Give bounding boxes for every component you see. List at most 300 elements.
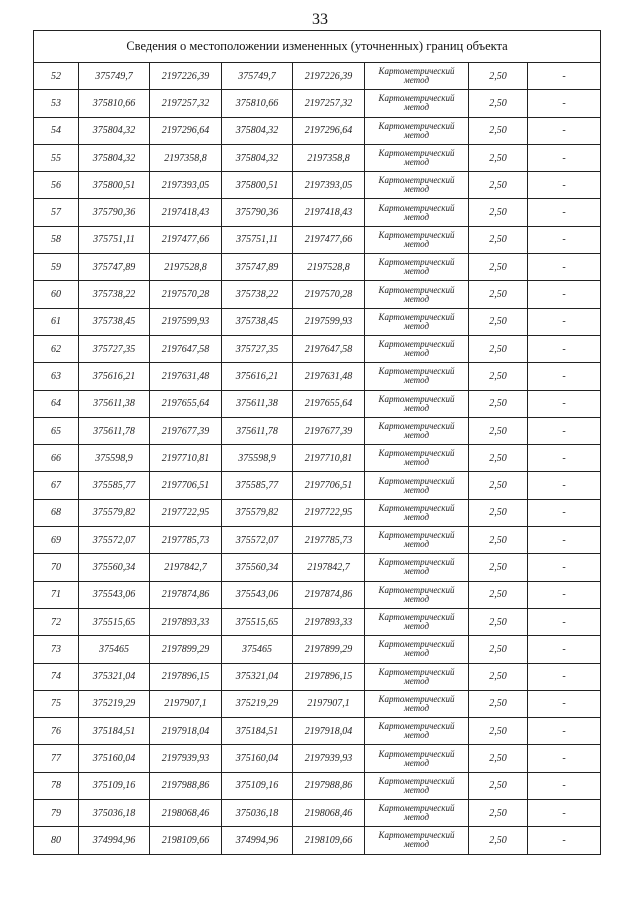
method-line-1: Картометрический [378,257,455,268]
method-line-2: метод [403,484,430,495]
method-line-1: Картометрический [378,830,455,841]
cell-method [365,636,469,663]
cell-x-refined: 375747,89 [222,254,293,281]
cell-y-refined: 2197706,51 [293,472,365,499]
cell-x-existing: 375810,66 [79,90,150,117]
method-line-1: Картометрический [378,202,455,213]
cell-point-number: 61 [34,308,79,335]
cell-x-existing: 374994,96 [79,827,150,854]
cell-x-refined: 374994,96 [222,827,293,854]
table-row [34,718,601,745]
cell-y-existing: 2197358,8 [150,144,222,171]
cell-y-refined: 2197296,64 [293,117,365,144]
method-line-2: метод [403,430,430,440]
cell-x-refined: 375515,65 [222,608,293,635]
cell-note: - [528,63,601,90]
cell-x-refined: 375579,82 [222,499,293,526]
table-row [34,172,601,199]
method-line-1: Картометрический [378,120,455,131]
cell-accuracy: 2,50 [469,745,528,772]
method-line-2: метод [403,157,430,168]
method-line-1: Картометрический [378,666,455,677]
cell-x-refined: 375749,7 [222,63,293,90]
cell-note: - [528,172,601,199]
cell-accuracy: 2,50 [469,499,528,526]
method-line-1: Картометрический [378,693,455,704]
cell-method [365,172,469,199]
cell-y-refined: 2198068,46 [293,800,365,827]
cell-note: - [528,608,601,635]
cell-note: - [528,827,601,854]
cell-method [365,281,469,308]
cell-note: - [528,772,601,799]
method-line-1: Картометрический [378,584,455,595]
cell-y-existing: 2197418,43 [150,199,222,226]
cell-x-refined: 375321,04 [222,663,293,690]
cell-note: - [528,745,601,772]
cell-point-number: 62 [34,335,79,362]
cell-x-existing: 375790,36 [79,199,150,226]
method-line-2: метод [403,539,430,550]
cell-x-existing: 375747,89 [79,254,150,281]
cell-accuracy: 2,50 [469,663,528,690]
cell-x-existing: 375579,82 [79,499,150,526]
cell-y-existing: 2197907,1 [150,690,222,717]
cell-method [365,90,469,117]
cell-y-existing: 2197939,93 [150,745,222,772]
method-line-1: Картометрический [378,284,455,295]
cell-method [365,63,469,90]
cell-x-refined: 375585,77 [222,472,293,499]
cell-y-existing: 2197896,15 [150,663,222,690]
cell-method [365,363,469,390]
cell-y-existing: 2197710,81 [150,445,222,472]
cell-method [365,308,469,335]
cell-y-existing: 2197477,66 [150,226,222,253]
method-line-1: Картометрический [378,612,455,623]
method-line-2: метод [403,402,430,413]
cell-point-number: 69 [34,527,79,554]
cell-y-refined: 2197631,48 [293,363,365,390]
method-line-1: Картометрический [378,339,455,350]
cell-point-number: 57 [34,199,79,226]
method-line-2: метод [403,839,430,850]
table-row [34,745,601,772]
cell-accuracy: 2,50 [469,554,528,581]
method-line-1: Картометрический [378,803,455,814]
cell-y-refined: 2197842,7 [293,554,365,581]
cell-point-number: 56 [34,172,79,199]
cell-y-existing: 2197722,95 [150,499,222,526]
cell-method [365,445,469,472]
cell-method [365,772,469,799]
cell-y-existing: 2197647,58 [150,335,222,362]
method-line-2: метод [403,648,430,659]
cell-y-existing: 2197296,64 [150,117,222,144]
method-line-1: Картометрический [378,639,455,650]
table-row [34,472,601,499]
cell-accuracy: 2,50 [469,608,528,635]
method-line-2: метод [403,293,430,304]
cell-y-refined: 2197655,64 [293,390,365,417]
table-row [34,281,601,308]
method-line-2: метод [403,593,430,604]
table-row [34,390,601,417]
method-line-2: метод [403,812,430,823]
cell-note: - [528,554,601,581]
cell-y-existing: 2197842,7 [150,554,222,581]
method-line-1: Картометрический [378,448,455,459]
cell-x-refined: 375109,16 [222,772,293,799]
cell-point-number: 70 [34,554,79,581]
cell-y-existing: 2197677,39 [150,417,222,444]
cell-accuracy: 2,50 [469,827,528,854]
cell-accuracy: 2,50 [469,390,528,417]
cell-method [365,554,469,581]
method-line-1: Картометрический [378,66,455,77]
cell-y-refined: 2197257,32 [293,90,365,117]
table-row [34,90,601,117]
cell-y-refined: 2197570,28 [293,281,365,308]
cell-y-refined: 2197418,43 [293,199,365,226]
table-row [34,554,601,581]
cell-y-existing: 2197899,29 [150,636,222,663]
cell-x-refined: 375616,21 [222,363,293,390]
cell-x-refined: 375543,06 [222,581,293,608]
method-line-1: Картометрический [378,775,455,786]
cell-y-existing: 2198068,46 [150,800,222,827]
cell-y-existing: 2197785,73 [150,527,222,554]
cell-point-number: 67 [34,472,79,499]
method-line-1: Картометрический [378,557,455,568]
method-line-1: Картометрический [378,393,455,404]
cell-point-number: 53 [34,90,79,117]
method-line-2: метод [403,129,430,140]
cell-method [365,472,469,499]
table-row [34,63,601,90]
cell-method [365,335,469,362]
cell-note: - [528,199,601,226]
cell-note: - [528,800,601,827]
cell-note: - [528,390,601,417]
cell-point-number: 74 [34,663,79,690]
table-row [34,226,601,253]
cell-method [365,718,469,745]
cell-y-existing: 2197655,64 [150,390,222,417]
cell-y-refined: 2197226,39 [293,63,365,90]
cell-point-number: 66 [34,445,79,472]
method-line-2: метод [403,184,430,195]
cell-method [365,226,469,253]
method-line-2: метод [403,621,430,632]
cell-x-existing: 375184,51 [79,718,150,745]
method-line-1: Картометрический [378,93,455,104]
cell-point-number: 63 [34,363,79,390]
cell-x-existing: 375738,45 [79,308,150,335]
cell-x-existing: 375804,32 [79,117,150,144]
table-row [34,690,601,717]
cell-y-existing: 2197874,86 [150,581,222,608]
cell-point-number: 60 [34,281,79,308]
cell-x-existing: 375036,18 [79,800,150,827]
method-line-2: метод [403,238,430,249]
method-line-1: Картометрический [378,475,455,486]
table-row [34,117,601,144]
cell-method [365,417,469,444]
cell-y-refined: 2198109,66 [293,827,365,854]
method-line-2: метод [403,75,430,86]
cell-x-refined: 375804,32 [222,144,293,171]
cell-x-refined: 375727,35 [222,335,293,362]
cell-x-existing: 375321,04 [79,663,150,690]
method-line-1: Картометрический [378,175,455,186]
cell-method [365,144,469,171]
cell-accuracy: 2,50 [469,63,528,90]
cell-accuracy: 2,50 [469,445,528,472]
cell-x-existing: 375572,07 [79,527,150,554]
table-row [34,527,601,554]
table-row [34,608,601,635]
cell-y-refined: 2197722,95 [293,499,365,526]
cell-y-existing: 2198109,66 [150,827,222,854]
method-line-1: Картометрический [378,721,455,732]
cell-accuracy: 2,50 [469,800,528,827]
cell-y-refined: 2197785,73 [293,527,365,554]
cell-y-existing: 2197918,04 [150,718,222,745]
cell-method [365,390,469,417]
cell-method [365,199,469,226]
cell-y-refined: 2197988,86 [293,772,365,799]
cell-x-refined: 375160,04 [222,745,293,772]
cell-x-refined: 375790,36 [222,199,293,226]
cell-point-number: 55 [34,144,79,171]
method-line-1: Картометрический [378,502,455,513]
cell-x-refined: 375611,78 [222,417,293,444]
table-row [34,199,601,226]
cell-method [365,608,469,635]
cell-x-existing: 375751,11 [79,226,150,253]
cell-y-refined: 2197710,81 [293,445,365,472]
cell-y-refined: 2197677,39 [293,417,365,444]
table-row [34,499,601,526]
cell-x-refined: 375800,51 [222,172,293,199]
table-row [34,636,601,663]
cell-y-existing: 2197599,93 [150,308,222,335]
table-row [34,581,601,608]
cell-note: - [528,472,601,499]
cell-x-existing: 375109,16 [79,772,150,799]
page-number: 33 [312,11,328,28]
cell-point-number: 79 [34,800,79,827]
cell-note: - [528,636,601,663]
method-line-2: метод [403,375,430,386]
method-line-2: метод [403,511,430,522]
method-line-1: Картометрический [378,421,455,431]
cell-x-existing: 375598,9 [79,445,150,472]
cell-method [365,527,469,554]
cell-accuracy: 2,50 [469,281,528,308]
cell-x-refined: 375738,45 [222,308,293,335]
method-line-1: Картометрический [378,311,455,322]
cell-x-existing: 375800,51 [79,172,150,199]
cell-accuracy: 2,50 [469,581,528,608]
method-line-1: Картометрический [378,530,455,541]
cell-y-existing: 2197893,33 [150,608,222,635]
cell-x-refined: 375036,18 [222,800,293,827]
cell-method [365,663,469,690]
method-line-1: Картометрический [378,229,455,240]
boundary-coordinates-table [33,30,601,855]
cell-y-existing: 2197706,51 [150,472,222,499]
method-line-1: Картометрический [378,366,455,377]
table-row [34,144,601,171]
cell-x-refined: 375738,22 [222,281,293,308]
cell-y-refined: 2197528,8 [293,254,365,281]
cell-note: - [528,335,601,362]
cell-accuracy: 2,50 [469,718,528,745]
table-row [34,254,601,281]
cell-note: - [528,581,601,608]
cell-point-number: 58 [34,226,79,253]
cell-x-refined: 375611,38 [222,390,293,417]
cell-point-number: 71 [34,581,79,608]
cell-point-number: 78 [34,772,79,799]
cell-accuracy: 2,50 [469,308,528,335]
method-line-2: метод [403,211,430,222]
cell-x-refined: 375219,29 [222,690,293,717]
cell-note: - [528,499,601,526]
table-title: Сведения о местоположении измененных (уточненных) границ объекта [34,31,601,63]
cell-y-refined: 2197393,05 [293,172,365,199]
cell-accuracy: 2,50 [469,690,528,717]
method-line-2: метод [403,457,430,468]
cell-y-existing: 2197226,39 [150,63,222,90]
cell-x-refined: 375560,34 [222,554,293,581]
cell-x-existing: 375749,7 [79,63,150,90]
cell-accuracy: 2,50 [469,90,528,117]
cell-method [365,254,469,281]
cell-x-existing: 375804,32 [79,144,150,171]
cell-note: - [528,308,601,335]
cell-note: - [528,690,601,717]
cell-point-number: 80 [34,827,79,854]
cell-x-existing: 375160,04 [79,745,150,772]
cell-y-existing: 2197570,28 [150,281,222,308]
table-row [34,363,601,390]
cell-x-existing: 375616,21 [79,363,150,390]
cell-y-refined: 2197599,93 [293,308,365,335]
cell-note: - [528,117,601,144]
cell-y-refined: 2197939,93 [293,745,365,772]
cell-y-existing: 2197631,48 [150,363,222,390]
method-line-2: метод [403,757,430,768]
cell-method [365,117,469,144]
cell-y-refined: 2197893,33 [293,608,365,635]
cell-method [365,745,469,772]
cell-point-number: 75 [34,690,79,717]
cell-accuracy: 2,50 [469,417,528,444]
cell-accuracy: 2,50 [469,172,528,199]
cell-point-number: 65 [34,417,79,444]
cell-x-existing: 375611,38 [79,390,150,417]
cell-x-existing: 375219,29 [79,690,150,717]
cell-point-number: 68 [34,499,79,526]
cell-x-refined: 375598,9 [222,445,293,472]
cell-y-refined: 2197896,15 [293,663,365,690]
method-line-2: метод [403,102,430,113]
cell-x-refined: 375572,07 [222,527,293,554]
cell-method [365,499,469,526]
table-row [34,772,601,799]
cell-y-refined: 2197647,58 [293,335,365,362]
cell-x-existing: 375738,22 [79,281,150,308]
cell-note: - [528,527,601,554]
cell-x-refined: 375810,66 [222,90,293,117]
cell-note: - [528,90,601,117]
cell-y-existing: 2197257,32 [150,90,222,117]
cell-accuracy: 2,50 [469,636,528,663]
cell-point-number: 54 [34,117,79,144]
table-row [34,827,601,854]
method-line-1: Картометрический [378,748,455,759]
cell-accuracy: 2,50 [469,527,528,554]
cell-note: - [528,417,601,444]
method-line-2: метод [403,784,430,795]
cell-point-number: 73 [34,636,79,663]
table-row [34,308,601,335]
cell-accuracy: 2,50 [469,226,528,253]
table-row [34,417,601,444]
cell-accuracy: 2,50 [469,144,528,171]
table-row [34,335,601,362]
cell-y-existing: 2197988,86 [150,772,222,799]
cell-note: - [528,281,601,308]
cell-accuracy: 2,50 [469,117,528,144]
cell-method [365,827,469,854]
method-line-2: метод [403,348,430,359]
cell-point-number: 64 [34,390,79,417]
cell-accuracy: 2,50 [469,199,528,226]
method-line-1: Картометрический [378,148,455,159]
cell-x-refined: 375751,11 [222,226,293,253]
cell-note: - [528,363,601,390]
cell-x-existing: 375727,35 [79,335,150,362]
cell-accuracy: 2,50 [469,472,528,499]
cell-x-refined: 375804,32 [222,117,293,144]
table-title-row [34,31,601,63]
cell-y-refined: 2197918,04 [293,718,365,745]
method-line-2: метод [403,730,430,741]
cell-y-refined: 2197358,8 [293,144,365,171]
cell-x-existing: 375543,06 [79,581,150,608]
cell-note: - [528,226,601,253]
cell-accuracy: 2,50 [469,772,528,799]
method-line-2: метод [403,566,430,577]
table-row [34,663,601,690]
cell-note: - [528,254,601,281]
method-line-2: метод [403,320,430,331]
cell-x-existing: 375585,77 [79,472,150,499]
cell-y-existing: 2197393,05 [150,172,222,199]
cell-accuracy: 2,50 [469,254,528,281]
cell-method [365,581,469,608]
cell-y-refined: 2197907,1 [293,690,365,717]
cell-method [365,800,469,827]
method-line-2: метод [403,266,430,277]
cell-point-number: 59 [34,254,79,281]
cell-note: - [528,718,601,745]
cell-x-existing: 375611,78 [79,417,150,444]
